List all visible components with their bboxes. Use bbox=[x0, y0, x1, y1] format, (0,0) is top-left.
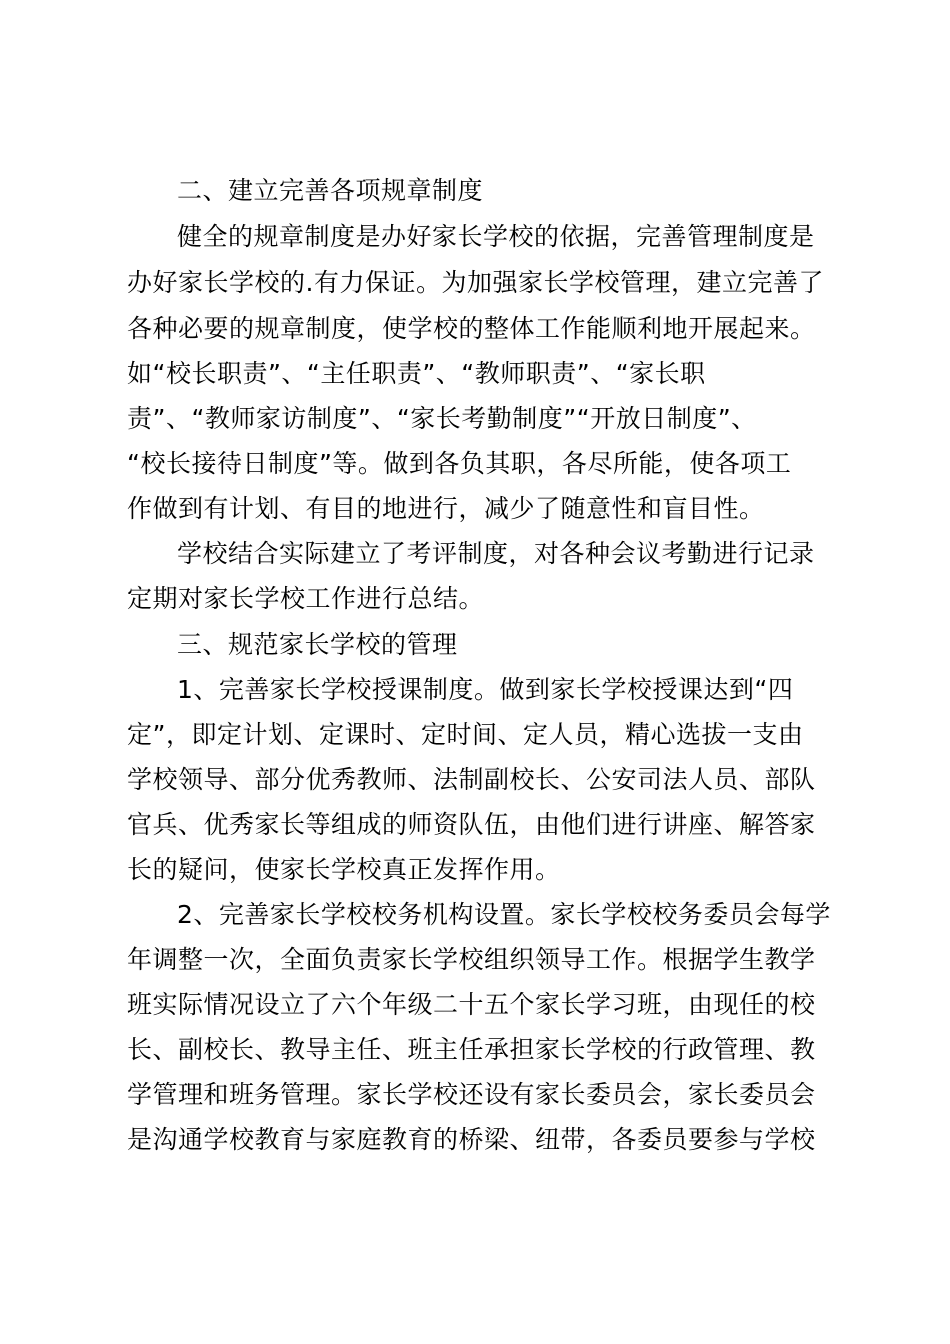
paragraph-line: 如“校长职责”、“主任职责”、“教师职责”、“家长职 bbox=[127, 359, 706, 388]
paragraph-line: 学校结合实际建立了考评制度，对各种会议考勤进行记录 bbox=[177, 539, 815, 568]
paragraph-line: 健全的规章制度是办好家长学校的依据，完善管理制度是 bbox=[177, 222, 815, 251]
section-heading-3: 三、规范家长学校的管理 bbox=[177, 630, 458, 659]
paragraph-line: 学校领导、部分优秀教师、法制副校长、公安司法人员、部队 bbox=[127, 765, 816, 794]
paragraph-line: 是沟通学校教育与家庭教育的桥梁、纽带，各委员要参与学校 bbox=[127, 1125, 816, 1154]
paragraph-line: 2、完善家长学校校务机构设置。家长学校校务委员会每学 bbox=[177, 900, 831, 929]
paragraph-line: “校长接待日制度”等。做到各负其职，各尽所能，使各项工 bbox=[127, 449, 792, 478]
paragraph-line: 学管理和班务管理。家长学校还设有家长委员会，家长委员会 bbox=[127, 1080, 816, 1109]
paragraph-line: 定”，即定计划、定课时、定时间、定人员，精心选拔一支由 bbox=[127, 720, 804, 749]
paragraph-line: 办好家长学校的.有力保证。为加强家长学校管理，建立完善了 bbox=[127, 268, 824, 297]
paragraph-line: 长的疑问，使家长学校真正发挥作用。 bbox=[127, 855, 561, 884]
paragraph-line: 班实际情况设立了六个年级二十五个家长学习班，由现任的校 bbox=[127, 990, 816, 1019]
paragraph-line: 长、副校长、教导主任、班主任承担家长学校的行政管理、教 bbox=[127, 1035, 816, 1064]
paragraph-line: 作做到有计划、有目的地进行，减少了随意性和盲目性。 bbox=[127, 494, 765, 523]
paragraph-line: 责”、“教师家访制度”、“家长考勤制度”“开放日制度”、 bbox=[127, 404, 757, 433]
section-heading-2: 二、建立完善各项规章制度 bbox=[177, 176, 484, 205]
paragraph-line: 年调整一次，全面负责家长学校组织领导工作。根据学生教学 bbox=[127, 945, 816, 974]
paragraph-line: 官兵、优秀家长等组成的师资队伍，由他们进行讲座、解答家 bbox=[127, 810, 816, 839]
paragraph-line: 1、完善家长学校授课制度。做到家长学校授课达到“四 bbox=[177, 675, 794, 704]
paragraph-line: 定期对家长学校工作进行总结。 bbox=[127, 584, 485, 613]
paragraph-line: 各种必要的规章制度，使学校的整体工作能顺利地开展起来。 bbox=[127, 314, 816, 343]
